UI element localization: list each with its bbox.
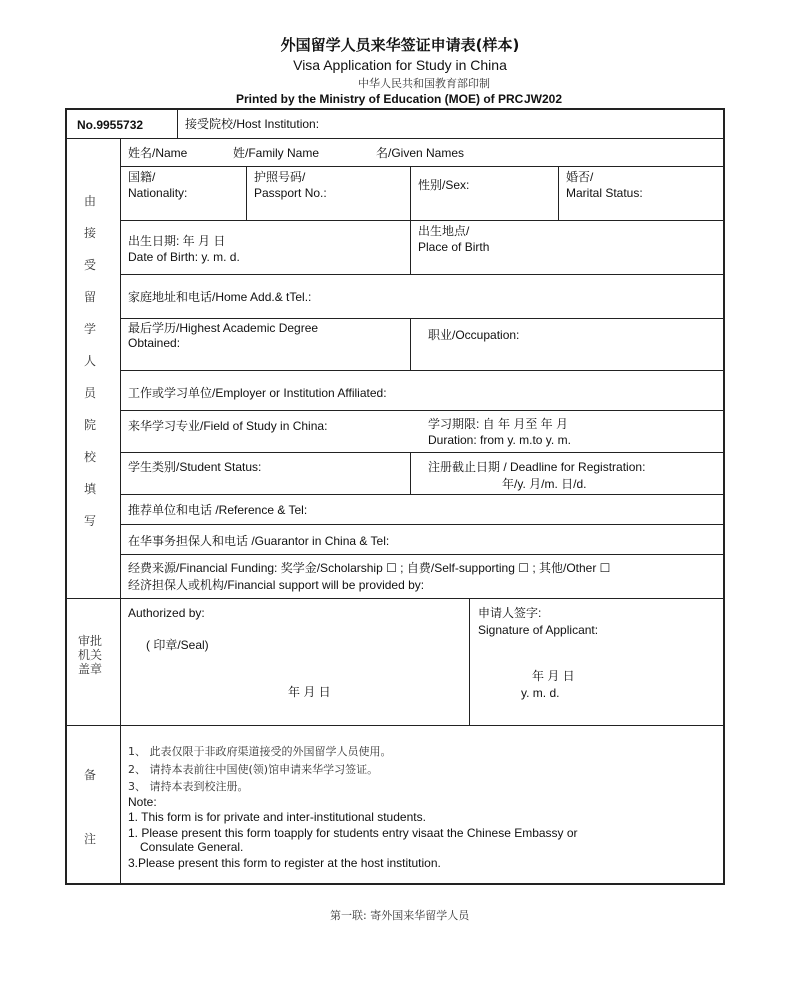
side-char: 人	[84, 354, 97, 368]
host-institution-label: 接受院校/Host Institution:	[185, 117, 320, 131]
signature-label: Signature of Applicant:	[478, 623, 599, 637]
side-label-approval: 机关	[78, 648, 103, 662]
application-number: No.9955732	[77, 118, 144, 132]
note-en-3: 3.Please present this form to register at the host institution.	[128, 856, 441, 870]
side-char: 接	[84, 226, 97, 240]
financial-support-label: 经济担保人或机构/Financial support will be provided by:	[128, 578, 425, 592]
side-label-approval: 审批	[78, 634, 103, 648]
duration-label-cn: 学习期限: 自 年 月至 年 月	[428, 417, 569, 431]
duration-label: Duration: from y. m.to y. m.	[428, 433, 571, 447]
note-en-1: 1. This form is for private and inter-institutional students.	[128, 810, 426, 824]
deadline-label: 注册截止日期 / Deadline for Registration:	[428, 460, 646, 474]
note-cn-1: 1、 此表仅限于非政府渠道接受的外国留学人员使用。	[128, 745, 392, 758]
signature-date-cn: 年 月 日	[532, 669, 575, 683]
home-address-label: 家庭地址和电话/Home Add.& tTel.:	[128, 290, 312, 304]
degree-label-2: Obtained:	[128, 336, 181, 350]
note-en-2b: Consulate General.	[140, 840, 244, 854]
name-label: 姓名/Name	[128, 146, 188, 160]
side-label-notes: 注	[84, 832, 97, 846]
side-char: 学	[84, 322, 97, 336]
side-char: 受	[84, 258, 97, 272]
degree-label: 最后学历/Highest Academic Degree	[128, 321, 319, 335]
note-en-2: 1. Please present this form toapply for students entry visaat the Chinese Embassy or	[128, 826, 578, 840]
side-char: 写	[84, 514, 97, 528]
note-cn-2: 2、 请持本表前往中国使(领)馆申请来华学习签证。	[128, 763, 379, 776]
side-char: 院	[84, 418, 97, 432]
side-label-notes: 备	[84, 768, 97, 782]
approval-date-cn: 年 月 日	[288, 685, 331, 699]
given-names-label: 名/Given Names	[376, 146, 465, 160]
passport-label-cn: 护照号码/	[254, 170, 306, 184]
marital-label: Marital Status:	[566, 186, 643, 200]
marital-label-cn: 婚否/	[566, 170, 594, 184]
pob-label: Place of Birth	[418, 240, 490, 254]
passport-label: Passport No.:	[254, 186, 327, 200]
footer-copy-label: 第一联: 寄外国来华留学人员	[330, 909, 470, 922]
dob-label: Date of Birth: y. m. d.	[128, 250, 240, 264]
nationality-label: Nationality:	[128, 186, 188, 200]
issuer-en: Printed by the Ministry of Education (MOE) of PRC	[236, 92, 524, 106]
side-label-approval: 盖章	[78, 662, 103, 676]
signature-date-en: y. m. d.	[521, 686, 560, 700]
dob-label-cn: 出生日期: 年 月 日	[128, 234, 226, 248]
side-char: 由	[84, 194, 97, 208]
side-char: 员	[84, 386, 97, 400]
student-status-label: 学生类别/Student Status:	[128, 460, 262, 474]
note-label: Note:	[128, 795, 157, 809]
side-char: 填	[84, 482, 97, 496]
guarantor-label: 在华事务担保人和电话 /Guarantor in China & Tel:	[128, 534, 390, 548]
form-code: JW202	[524, 92, 563, 106]
note-cn-3: 3、 请持本表到校注册。	[128, 780, 249, 793]
occupation-label: 职业/Occupation:	[428, 328, 520, 342]
seal-label: ( 印章/Seal)	[146, 638, 209, 652]
family-name-label: 姓/Family Name	[233, 146, 320, 160]
title-cn: 外国留学人员来华签证申请表(样本)	[280, 36, 520, 54]
issuer-cn: 中华人民共和国教育部印制	[358, 77, 490, 90]
signature-label-cn: 申请人签字:	[478, 606, 542, 620]
authorized-by-label: Authorized by:	[128, 606, 205, 620]
employer-label: 工作或学习单位/Employer or Institution Affiliated:	[128, 386, 387, 400]
nationality-label-cn: 国籍/	[128, 170, 156, 184]
sex-label: 性别/Sex:	[418, 178, 470, 192]
side-char: 校	[84, 450, 97, 464]
title-en: Visa Application for Study in China	[293, 57, 507, 73]
deadline-date-units: 年/y. 月/m. 日/d.	[502, 477, 587, 491]
pob-label-cn: 出生地点/	[418, 224, 470, 238]
financial-funding-label: 经费来源/Financial Funding: 奖学金/Scholarship ☐ ; 自费/Self-supporting ☐ ; 其他/Other ☐	[128, 561, 611, 575]
side-char: 留	[84, 290, 97, 304]
reference-label: 推荐单位和电话 /Reference & Tel:	[128, 503, 308, 517]
field-of-study-label: 来华学习专业/Field of Study in China:	[128, 419, 328, 433]
